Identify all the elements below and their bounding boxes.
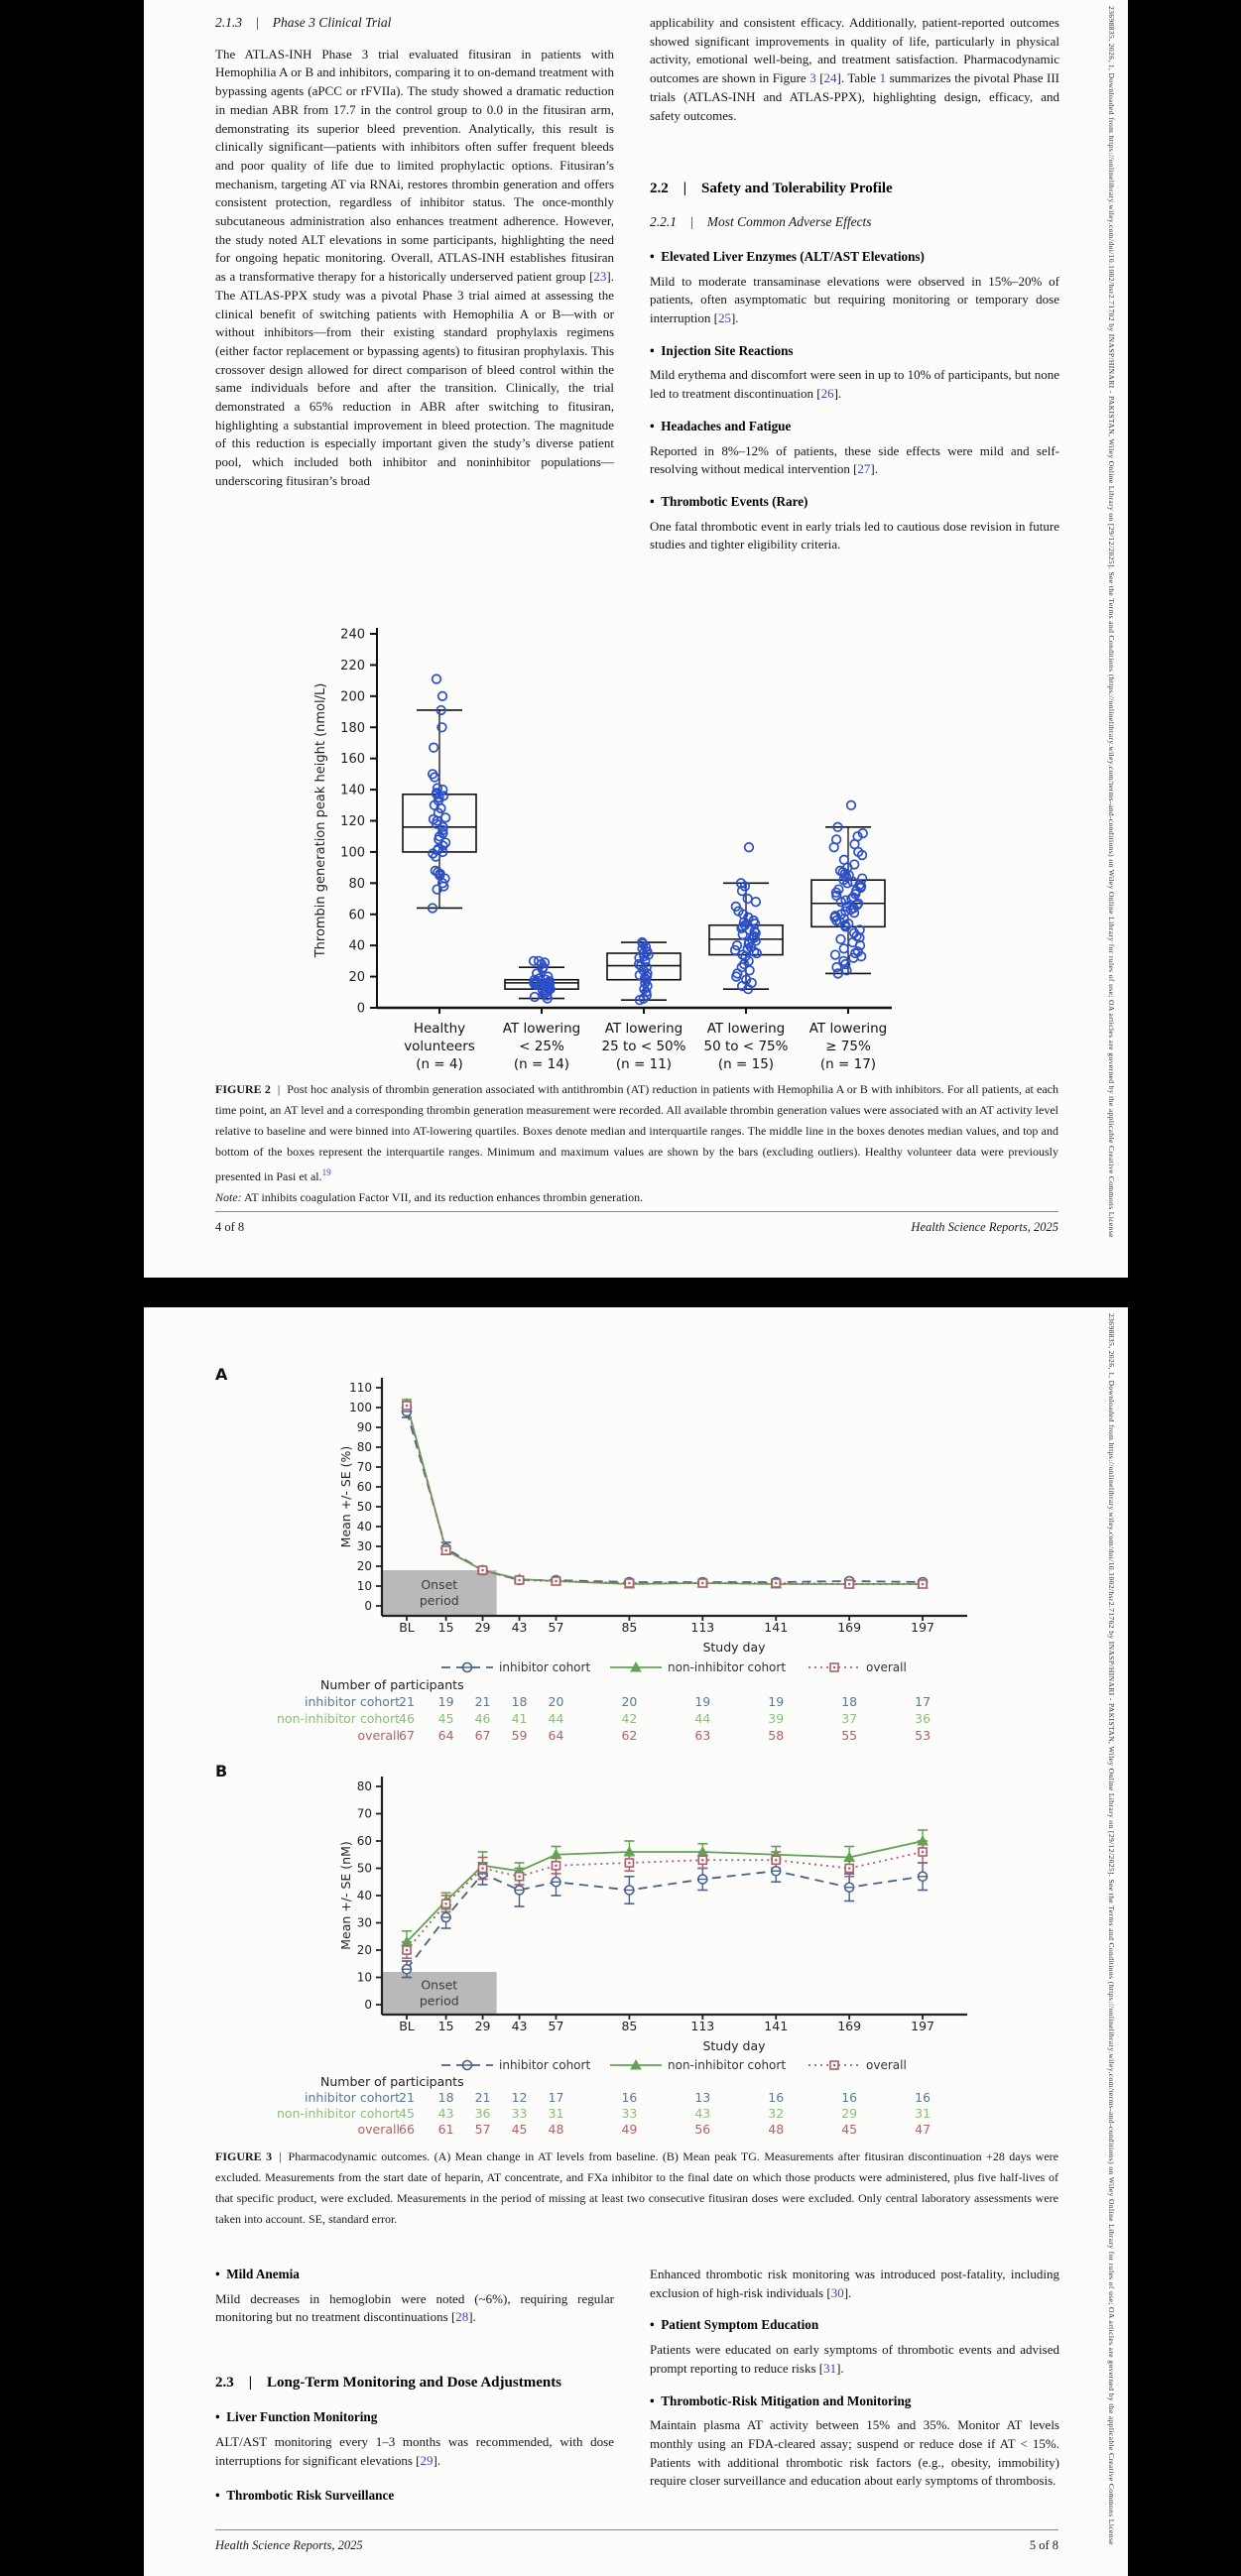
citation-ref[interactable]: 31 — [823, 2360, 837, 2376]
svg-text:80: 80 — [348, 876, 365, 892]
journal-name: Health Science Reports, 2025 — [215, 2538, 363, 2552]
figure3-panel-a-chart — [277, 1362, 1128, 1759]
svg-text:57: 57 — [548, 1620, 564, 1635]
svg-text:85: 85 — [621, 2019, 638, 2033]
svg-text:12: 12 — [511, 2090, 528, 2105]
figure2-caption-label: FIGURE 2 — [215, 1082, 271, 1096]
crossref-link[interactable]: 1 — [879, 70, 887, 86]
svg-text:period: period — [419, 1993, 459, 2009]
svg-text:41: 41 — [511, 1711, 528, 1726]
svg-text:64: 64 — [548, 1728, 564, 1743]
svg-text:36: 36 — [474, 2106, 491, 2121]
svg-text:AT lowering: AT lowering — [706, 1021, 786, 1037]
svg-text:31: 31 — [548, 2106, 564, 2121]
svg-text:57: 57 — [474, 2122, 491, 2137]
svg-text:Onset: Onset — [421, 1577, 458, 1592]
svg-text:BL: BL — [399, 1620, 415, 1635]
svg-text:48: 48 — [548, 2122, 564, 2137]
journal-name: Health Science Reports, 2025 — [911, 1220, 1058, 1234]
figure2-note: Note: AT inhibits coagulation Factor VII, and its reduction enhances thrombin generation. — [215, 1190, 644, 1204]
svg-text:50: 50 — [356, 1500, 372, 1514]
svg-text:Onset: Onset — [421, 1977, 458, 1993]
mild-anemia-body: Mild decreases in hemoglobin were noted (~6%), requiring regular monitoring but no treatment discontinuations [28]. — [215, 2290, 614, 2325]
svg-text:64: 64 — [437, 1728, 454, 1743]
svg-text:67: 67 — [399, 1728, 415, 1743]
svg-text:45: 45 — [511, 2122, 528, 2137]
svg-text:0: 0 — [364, 1998, 372, 2012]
mild-anemia-title: • Mild Anemia — [215, 2266, 614, 2284]
svg-text:18: 18 — [511, 1694, 528, 1709]
citation-ref[interactable]: 24 — [823, 70, 837, 86]
svg-text:10: 10 — [356, 1970, 372, 1985]
svg-text:169: 169 — [837, 2019, 862, 2033]
svg-text:AT lowering: AT lowering — [808, 1021, 888, 1037]
svg-text:48: 48 — [768, 2122, 785, 2137]
liver-monitoring-body: ALT/AST monitoring every 1–3 months was recommended, with dose interruptions for significant elevations [29]. — [215, 2433, 614, 2468]
download-watermark: 23698835, 2026, 1, Downloaded from https://onlinelibrary.wiley.com/doi/10.1002/hsr2.71702 by INASP/HINARI - PAKISTAN, Wiley Online Library on [29/12/2025]. See the Terms and Conditions (https://onlinelibrary.wiley.com/terms-and-conditions) on Wiley Online Library for rules of use; OA articles are governed by the applicable Creative Commons License — [1107, 1313, 1116, 2545]
svg-text:63: 63 — [694, 1728, 711, 1743]
citation-ref[interactable]: 23 — [593, 269, 607, 285]
svg-text:140: 140 — [340, 783, 365, 798]
svg-text:50: 50 — [356, 1861, 372, 1876]
svg-text:36: 36 — [915, 1711, 931, 1726]
svg-text:80: 80 — [356, 1779, 372, 1793]
adverse-effect-body: Mild to moderate transaminase elevations were observed in 15%–20% of patients, often asymptomatic but requiring monitoring or temporary dose interruption [25]. — [650, 273, 1059, 326]
enhanced-monitoring-body: Enhanced thrombotic risk monitoring was introduced post-fatality, including exclusion of high-risk individuals [30]. — [650, 2267, 1059, 2300]
svg-text:45: 45 — [399, 2106, 415, 2121]
svg-text:30: 30 — [356, 1539, 372, 1553]
page5-right-column — [650, 2266, 1059, 2491]
svg-text:(n = 11): (n = 11) — [615, 1056, 673, 1072]
adverse-effect-body: One fatal thrombotic event in early trials led to cautious dose revision in future studies and tighter eligibility criteria. — [650, 518, 1059, 552]
crossref-link[interactable]: 3 — [809, 70, 816, 86]
svg-text:90: 90 — [356, 1420, 372, 1434]
svg-text:220: 220 — [340, 658, 365, 674]
svg-text:20: 20 — [621, 1694, 638, 1709]
svg-text:62: 62 — [621, 1728, 638, 1743]
svg-text:AT lowering: AT lowering — [604, 1021, 683, 1037]
symptom-education-body: Patients were educated on early symptoms of thrombotic events and advised prompt reporting to reduce risks [31]. — [650, 2342, 1059, 2376]
svg-text:110: 110 — [349, 1381, 372, 1395]
adverse-effect-body: Reported in 8%–12% of patients, these side effects were mild and self-resolving without medical intervention [27]. — [650, 442, 1059, 477]
svg-text:44: 44 — [694, 1711, 711, 1726]
svg-text:Study day: Study day — [702, 1640, 766, 1655]
svg-text:inhibitor cohort: inhibitor cohort — [499, 1660, 591, 1674]
svg-text:AT lowering: AT lowering — [502, 1021, 581, 1037]
svg-text:(n = 17): (n = 17) — [819, 1056, 877, 1072]
svg-text:period: period — [419, 1593, 459, 1608]
svg-text:197: 197 — [911, 1620, 935, 1635]
svg-text:32: 32 — [768, 2106, 785, 2121]
svg-text:overall: overall — [866, 2058, 907, 2072]
svg-text:60: 60 — [356, 1834, 372, 1848]
svg-text:19: 19 — [694, 1694, 711, 1709]
svg-text:29: 29 — [474, 2019, 491, 2033]
svg-text:200: 200 — [340, 689, 365, 705]
svg-text:Healthy: Healthy — [413, 1021, 466, 1037]
svg-text:31: 31 — [915, 2106, 931, 2121]
adverse-effect-body: Mild erythema and discomfort were seen in up to 10% of participants, but none led to treatment discontinuation [26]. — [650, 367, 1060, 402]
svg-text:37: 37 — [841, 1711, 858, 1726]
svg-text:19: 19 — [437, 1694, 454, 1709]
figure2-boxplot-chart — [283, 620, 937, 1086]
svg-text:0: 0 — [364, 1599, 372, 1613]
svg-text:Thrombin generation peak heigh: Thrombin generation peak height (nmol/L) — [313, 682, 328, 958]
svg-text:100: 100 — [349, 1401, 372, 1414]
svg-text:240: 240 — [340, 627, 365, 643]
svg-text:40: 40 — [356, 1889, 372, 1902]
svg-text:43: 43 — [437, 2106, 454, 2121]
footer-divider — [215, 2529, 1058, 2530]
svg-text:16: 16 — [768, 2090, 785, 2105]
svg-text:17: 17 — [915, 1694, 931, 1709]
svg-text:Number of participants: Number of participants — [320, 2074, 464, 2089]
adverse-effect-title: • Headaches and Fatigue — [650, 418, 1059, 436]
risk-mitigation-title: • Thrombotic-Risk Mitigation and Monitoring — [650, 2392, 1059, 2411]
svg-text:non-inhibitor cohort: non-inhibitor cohort — [668, 1660, 787, 1674]
svg-text:113: 113 — [690, 2019, 715, 2033]
svg-text:58: 58 — [768, 1728, 785, 1743]
svg-text:55: 55 — [841, 1728, 858, 1743]
svg-text:40: 40 — [356, 1520, 372, 1533]
svg-text:(n = 14): (n = 14) — [513, 1056, 570, 1072]
citation-ref[interactable]: 29 — [420, 2452, 434, 2468]
svg-text:21: 21 — [474, 1694, 491, 1709]
symptom-education-title: • Patient Symptom Education — [650, 2316, 1059, 2335]
svg-text:141: 141 — [764, 2019, 789, 2033]
svg-text:33: 33 — [511, 2106, 528, 2121]
citation-ref[interactable]: 25 — [717, 310, 731, 326]
svg-text:66: 66 — [399, 2122, 415, 2137]
svg-text:169: 169 — [837, 1620, 862, 1635]
footer-divider — [215, 1211, 1058, 1212]
svg-text:46: 46 — [399, 1711, 415, 1726]
svg-text:Number of participants: Number of participants — [320, 1677, 464, 1692]
page-number: 5 of 8 — [1029, 2538, 1058, 2552]
svg-text:19: 19 — [768, 1694, 785, 1709]
figure2-caption: FIGURE 2 | Post hoc analysis of thrombin generation associated with antithrombin (AT) reduction in patients with Hemophilia A or B with inhibitors. For all patients, at each time point, an AT level and a corresponding thrombin generation measurement were recorded. All available thrombin generation values were associated with an AT activity level relative to baseline and were binned into AT-lowering quartiles. Boxes denote median and interquartile ranges. The middle line in the boxes denotes median values, and top and bottom of the boxes represent the interquartile ranges. Minimum and maximum values are shown by the bars (excluding outliers). Healthy volunteer data were previously presented in Pasi et al.$^{19}$ Note: AT inhibits coagulation Factor VII, and its reduction enhances thrombin generation. — [215, 1079, 1058, 1208]
svg-text:Mean +/- SE (%): Mean +/- SE (%) — [338, 1445, 353, 1548]
panel-b-label: B — [215, 1762, 228, 1780]
svg-text:21: 21 — [474, 2090, 491, 2105]
section-2-1-3-heading: 2.1.3 | Phase 3 Clinical Trial — [215, 15, 392, 30]
page5-left-column — [215, 2266, 614, 2512]
svg-text:25 to < 50%: 25 to < 50% — [601, 1039, 686, 1054]
adverse-effect-title: • Elevated Liver Enzymes (ALT/AST Elevations) — [650, 248, 1059, 267]
adverse-effect-title: • Injection Site Reactions — [650, 342, 1059, 361]
svg-text:Study day: Study day — [702, 2038, 766, 2053]
page4-footer — [215, 1220, 1058, 1235]
download-watermark: 23698835, 2026, 1, Downloaded from https://onlinelibrary.wiley.com/doi/10.1002/hsr2.71702 by INASP/HINARI - PAKISTAN, Wiley Online Library on [29/12/2025]. See the Terms and Conditions (https://onlinelibrary.wiley.com/terms-and-conditions) on Wiley Online Library for rules of use; OA articles are governed by the applicable Creative Commons License — [1107, 6, 1116, 1238]
svg-text:15: 15 — [437, 2019, 454, 2033]
page5-footer — [215, 2538, 1058, 2553]
svg-text:46: 46 — [474, 1711, 491, 1726]
thrombotic-surveillance-title: • Thrombotic Risk Surveillance — [215, 2487, 614, 2506]
svg-text:43: 43 — [511, 2019, 528, 2033]
svg-text:120: 120 — [340, 814, 365, 829]
svg-text:50 to < 75%: 50 to < 75% — [703, 1039, 789, 1054]
page4-left-column — [215, 14, 614, 491]
svg-text:40: 40 — [348, 938, 365, 954]
svg-text:43: 43 — [511, 1620, 528, 1635]
svg-text:44: 44 — [548, 1711, 564, 1726]
svg-text:80: 80 — [356, 1440, 372, 1454]
svg-text:inhibitor cohort: inhibitor cohort — [305, 2090, 400, 2105]
svg-text:20: 20 — [348, 970, 365, 986]
svg-text:113: 113 — [690, 1620, 715, 1635]
page-5 — [144, 1307, 1128, 2576]
svg-text:39: 39 — [768, 1711, 785, 1726]
svg-text:61: 61 — [437, 2122, 454, 2137]
svg-text:45: 45 — [841, 2122, 858, 2137]
page4-right-column — [650, 14, 1059, 554]
svg-text:non-inhibitor cohort: non-inhibitor cohort — [277, 2106, 400, 2121]
svg-text:volunteers: volunteers — [404, 1039, 475, 1054]
liver-monitoring-title: • Liver Function Monitoring — [215, 2408, 614, 2427]
svg-text:29: 29 — [841, 2106, 858, 2121]
svg-text:21: 21 — [399, 2090, 415, 2105]
svg-text:47: 47 — [915, 2122, 931, 2137]
section-2-1-3-paragraph: The ATLAS-INH Phase 3 trial evaluated fitusiran in patients with Hemophilia A or B and inhibitors, comparing it to on-demand treatment with bypassing agents (aPCC or rFVIIa). The study showed a dramatic reduction in median ABR from 17.7 in the control group to 0.0 in the fitusiran arm, demonstrating its superior bleed prevention. Analytically, this result is clinically significant—patients with inhibitors often suffer frequent bleeds and poor quality of life due to limited prophylactic options. Fitusiran’s mechanism, targeting AT via RNAi, restores thrombin generation and offers consistent protection, regardless of inhibitor status. The once-monthly subcutaneous administration also enhances treatment adherence. However, the study noted ALT elevations in some participants, highlighting the need for ongoing hepatic monitoring. Overall, ATLAS-INH establishes fitusiran as a transformative therapy for a historically underserved patient group [23]. The ATLAS-PPX study was a pivotal Phase 3 trial aimed at assessing the clinical benefit of switching patients with Hemophilia A or B—with or without inhibitors—from their existing standard prophylaxis regimens (either factor replacement or bypassing agents) to fitusiran prophylaxis. This crossover design allowed for direct comparison of bleed control within the same individuals before and after the transition. Clinically, the trial demonstrated a 65% reduction in ABR after switching to fitusiran, highlighting a substantial improvement in bleed protection. The magnitude of this reduction is especially important given the study’s diverse patient pool, which included both inhibitor and noninhibitor populations—underscoring fitusiran’s broad — [215, 46, 614, 488]
risk-mitigation-body: Maintain plasma AT activity between 15% and 35%. Monitor AT levels monthly using an FDA-cleared assay; suspend or reduce dose if AT < 15%. Patients with additional thrombotic risk factors (e.g., obesity, immobility) require closer surveillance and education about early symptoms of thrombosis. — [650, 2417, 1059, 2489]
svg-text:45: 45 — [437, 1711, 454, 1726]
svg-text:inhibitor cohort: inhibitor cohort — [305, 1694, 400, 1709]
svg-text:60: 60 — [348, 908, 365, 923]
figure3-panel-b-chart — [277, 1769, 1128, 2165]
section-2-2-1-heading: 2.2.1 | Most Common Adverse Effects — [650, 214, 872, 230]
svg-text:100: 100 — [340, 845, 365, 861]
svg-text:53: 53 — [915, 1728, 931, 1743]
svg-text:18: 18 — [437, 2090, 454, 2105]
svg-text:85: 85 — [621, 1620, 638, 1635]
svg-text:59: 59 — [511, 1728, 528, 1743]
page-4 — [144, 0, 1128, 1278]
citation-superscript[interactable]: 19 — [321, 1167, 331, 1177]
svg-text:197: 197 — [911, 2019, 935, 2033]
svg-text:160: 160 — [340, 752, 365, 768]
svg-text:56: 56 — [694, 2122, 711, 2137]
panel-a-label: A — [215, 1365, 228, 1384]
svg-text:non-inhibitor cohort: non-inhibitor cohort — [277, 1711, 400, 1726]
svg-text:33: 33 — [621, 2106, 638, 2121]
svg-text:< 25%: < 25% — [519, 1039, 564, 1054]
citation-ref[interactable]: 26 — [820, 386, 834, 402]
svg-text:57: 57 — [548, 2019, 564, 2033]
figure3-caption-label: FIGURE 3 — [215, 2149, 273, 2163]
svg-text:overall: overall — [357, 1728, 400, 1743]
svg-text:non-inhibitor cohort: non-inhibitor cohort — [668, 2058, 787, 2072]
svg-text:70: 70 — [356, 1806, 372, 1821]
svg-text:18: 18 — [841, 1694, 858, 1709]
svg-text:16: 16 — [915, 2090, 931, 2105]
svg-text:(n = 4): (n = 4) — [416, 1056, 463, 1072]
page-number: 4 of 8 — [215, 1220, 245, 1234]
svg-text:16: 16 — [621, 2090, 638, 2105]
svg-text:60: 60 — [356, 1480, 372, 1494]
svg-text:13: 13 — [694, 2090, 711, 2105]
continuation-paragraph: applicability and consistent efficacy. Additionally, patient-reported outcomes showed significant improvements in quality of life, particularly in physical activity, emotional well-being, and treatment satisfaction. Pharmacodynamic outcomes are shown in Figure 3 [24]. Table 1 summarizes the pivotal Phase III trials (ATLAS-INH and ATLAS-PPX), highlighting design, efficacy, and safety outcomes. — [650, 15, 1059, 123]
svg-text:43: 43 — [694, 2106, 711, 2121]
svg-text:180: 180 — [340, 720, 365, 736]
svg-text:21: 21 — [399, 1694, 415, 1709]
citation-ref[interactable]: 27 — [857, 461, 871, 477]
svg-text:49: 49 — [621, 2122, 638, 2137]
svg-text:BL: BL — [399, 2019, 415, 2033]
svg-text:67: 67 — [474, 1728, 491, 1743]
svg-text:30: 30 — [356, 1915, 372, 1930]
svg-text:≥ 75%: ≥ 75% — [825, 1039, 871, 1054]
svg-text:16: 16 — [841, 2090, 858, 2105]
svg-text:141: 141 — [764, 1620, 789, 1635]
svg-text:0: 0 — [356, 1001, 365, 1017]
svg-text:10: 10 — [356, 1579, 372, 1593]
figure2-caption-body: Post hoc analysis of thrombin generation associated with antithrombin (AT) reduction in patients with Hemophilia A or B with inhibitors. For all patients, at each time point, an AT level and a corresponding thrombin generation measurement were recorded. All available thrombin generation values were associated with an AT activity level relative to baseline and were binned into AT-lowering quartiles. Boxes denote median and interquartile ranges. The middle line in the boxes denotes median values, and top and bottom of the boxes represent the interquartile ranges. Minimum and maximum values are shown by the bars (excluding outliers). Healthy volunteer data were previously presented in Pasi et al. — [215, 1082, 1059, 1183]
figure3-caption-body: Pharmacodynamic outcomes. (A) Mean change in AT levels from baseline. (B) Mean peak TG. Measurements after fitusiran discontinuation +28 days were excluded. Measurements from the start date of heparin, AT concentrate, and FXa inhibitor to the final date on which those products were administered, plus five half-lives of that specific product, were excluded. Measurements in the period of missing at least two consecutive fitusiran doses were excluded. Only central laboratory assessments were taken into account. SE, standard error. — [215, 2149, 1058, 2226]
svg-text:29: 29 — [474, 1620, 491, 1635]
figure3-caption: FIGURE 3 | Pharmacodynamic outcomes. (A) Mean change in AT levels from baseline. (B) Mean peak TG. Measurements after fitusiran discontinuation +28 days were excluded. Measurements from the start date of heparin, AT concentrate, and FXa inhibitor to the final date on which those products were administered, plus five half-lives of that specific product, were excluded. Measurements in the period of missing at least two consecutive fitusiran doses were excluded. Only central laboratory assessments were taken into account. SE, standard error. — [215, 2149, 1058, 2226]
svg-text:20: 20 — [356, 1559, 372, 1573]
svg-text:inhibitor cohort: inhibitor cohort — [499, 2058, 591, 2072]
svg-text:overall: overall — [866, 1660, 907, 1674]
svg-text:70: 70 — [356, 1460, 372, 1474]
svg-text:17: 17 — [548, 2090, 564, 2105]
svg-text:42: 42 — [621, 1711, 638, 1726]
svg-text:overall: overall — [357, 2122, 400, 2137]
adverse-effect-title: • Thrombotic Events (Rare) — [650, 493, 1059, 512]
section-2-3-heading: 2.3 | Long-Term Monitoring and Dose Adjustments — [215, 2375, 562, 2392]
citation-ref[interactable]: 28 — [455, 2309, 469, 2325]
svg-text:Mean +/- SE (nM): Mean +/- SE (nM) — [338, 1841, 353, 1950]
svg-text:(n = 15): (n = 15) — [717, 1056, 775, 1072]
section-2-2-heading: 2.2 | Safety and Tolerability Profile — [650, 181, 893, 197]
svg-text:15: 15 — [437, 1620, 454, 1635]
svg-text:20: 20 — [356, 1943, 372, 1957]
svg-text:20: 20 — [548, 1694, 564, 1709]
citation-ref[interactable]: 30 — [830, 2284, 844, 2300]
